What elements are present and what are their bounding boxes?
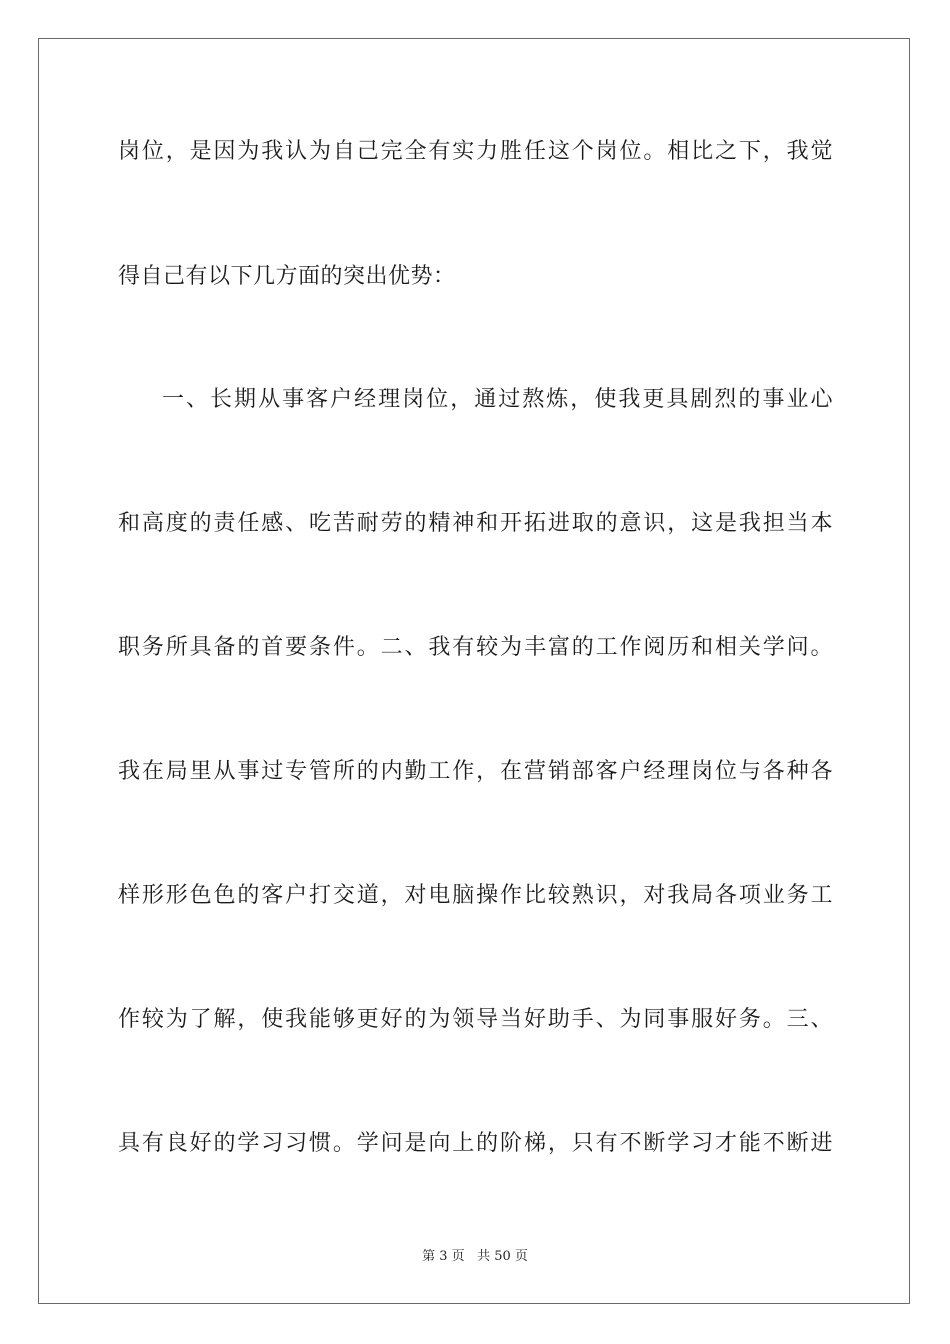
body-text-line-2: 得自己有以下几方面的突出优势： bbox=[118, 264, 456, 289]
body-text-line-8: 作较为了解，使我能够更好的为领导当好助手、为同事服好务。三、 bbox=[118, 1007, 833, 1032]
body-text-line-4: 和高度的责任感、吃苦耐劳的精神和开拓进取的意识，这是我担当本 bbox=[118, 511, 833, 536]
body-text-line-5: 职务所具备的首要条件。二、我有较为丰富的工作阅历和相关学问。 bbox=[118, 635, 833, 660]
page-border bbox=[38, 38, 910, 1304]
body-text-line-1: 岗位，是因为我认为自己完全有实力胜任这个岗位。相比之下，我觉 bbox=[118, 139, 833, 164]
body-text-line-6: 我在局里从事过专管所的内勤工作，在营销部客户经理岗位与各种各 bbox=[118, 759, 833, 784]
page-number: 第 3 页 bbox=[422, 1249, 465, 1264]
page-footer bbox=[0, 1245, 950, 1264]
body-text-line-3: 一、长期从事客户经理岗位，通过熬炼，使我更具剧烈的事业心 bbox=[162, 387, 833, 412]
page-total: 共 50 页 bbox=[477, 1249, 528, 1264]
body-text-line-7: 样形形色色的客户打交道，对电脑操作比较熟识，对我局各项业务工 bbox=[118, 883, 833, 908]
body-text-line-9: 具有良好的学习习惯。学问是向上的阶梯，只有不断学习才能不断进 bbox=[118, 1131, 833, 1156]
